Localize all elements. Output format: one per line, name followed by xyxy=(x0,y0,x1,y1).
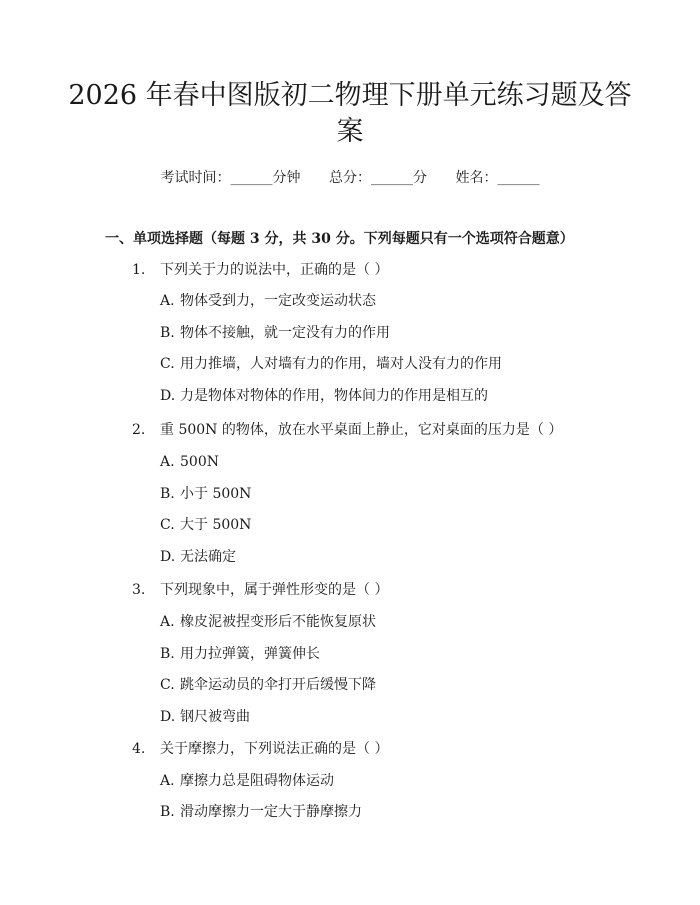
option-text: 物体不接触，就一定没有力的作用 xyxy=(180,325,390,341)
section-heading: 一、单项选择题（每题 3 分，共 30 分。下列每题只有一个选项符合题意） xyxy=(105,231,574,247)
option-text: 橡皮泥被捏变形后不能恢复原状 xyxy=(180,614,376,630)
option-letter: A. xyxy=(160,293,175,309)
option-text: 摩擦力总是阻碍物体运动 xyxy=(180,773,334,789)
option-letter: D. xyxy=(160,388,176,404)
total-score-field: 总分：______分 xyxy=(329,170,427,186)
question-1-stem xyxy=(132,261,388,279)
question-text: 下列现象中，属于弹性形变的是（ ） xyxy=(160,582,389,598)
option-letter: D. xyxy=(160,549,176,565)
option-letter: A. xyxy=(160,454,175,470)
option-letter: D. xyxy=(160,709,176,725)
option-text: 用力拉弹簧，弹簧伸长 xyxy=(180,646,320,662)
question-4-option-b xyxy=(160,803,362,821)
option-text: 500N xyxy=(180,454,219,470)
question-1-option-a xyxy=(160,292,376,310)
question-1-option-b xyxy=(160,324,390,342)
question-3-option-d xyxy=(160,708,250,726)
option-letter: C. xyxy=(160,356,175,372)
question-number: 2. xyxy=(132,422,146,438)
question-3-option-b xyxy=(160,645,320,663)
option-letter: A. xyxy=(160,773,175,789)
question-1-option-c xyxy=(160,355,502,373)
question-number: 4. xyxy=(132,741,146,757)
question-2-option-d xyxy=(160,548,236,566)
option-text: 无法确定 xyxy=(180,549,236,565)
option-text: 用力推墙，人对墙有力的作用，墙对人没有力的作用 xyxy=(180,356,502,372)
question-4-option-a xyxy=(160,772,334,790)
option-letter: C. xyxy=(160,517,175,533)
question-2-option-b xyxy=(160,485,251,503)
question-1-option-d xyxy=(160,387,488,405)
option-text: 跳伞运动员的伞打开后缓慢下降 xyxy=(180,677,376,693)
question-4-stem xyxy=(132,740,388,758)
option-letter: B. xyxy=(160,325,175,341)
question-3-option-a xyxy=(160,613,376,631)
exam-time-field: 考试时间：______分钟 xyxy=(160,170,301,186)
question-2-stem xyxy=(132,421,562,439)
question-number: 3. xyxy=(132,582,146,598)
question-3-option-c xyxy=(160,676,376,694)
option-text: 力是物体对物体的作用，物体间力的作用是相互的 xyxy=(180,388,488,404)
question-text: 下列关于力的说法中，正确的是（ ） xyxy=(160,262,389,278)
option-letter: B. xyxy=(160,646,175,662)
question-text: 重 500N 的物体，放在水平桌面上静止，它对桌面的压力是（ ） xyxy=(160,422,563,438)
option-letter: C. xyxy=(160,677,175,693)
exam-info-bar xyxy=(0,167,700,187)
question-2-option-a xyxy=(160,453,219,471)
option-letter: B. xyxy=(160,804,175,820)
option-letter: B. xyxy=(160,486,175,502)
question-2-option-c xyxy=(160,516,251,534)
option-text: 物体受到力，一定改变运动状态 xyxy=(180,293,376,309)
student-name-field: 姓名：______ xyxy=(455,170,540,186)
question-number: 1. xyxy=(132,262,146,278)
option-text: 滑动摩擦力一定大于静摩擦力 xyxy=(180,804,362,820)
document-title: 2026 年春中图版初二物理下册单元练习题及答案 xyxy=(68,80,632,147)
option-letter: A. xyxy=(160,614,175,630)
option-text: 钢尺被弯曲 xyxy=(180,709,250,725)
question-text: 关于摩擦力，下列说法正确的是（ ） xyxy=(160,741,389,757)
option-text: 小于 500N xyxy=(180,486,252,502)
question-3-stem xyxy=(132,581,388,599)
option-text: 大于 500N xyxy=(180,517,252,533)
